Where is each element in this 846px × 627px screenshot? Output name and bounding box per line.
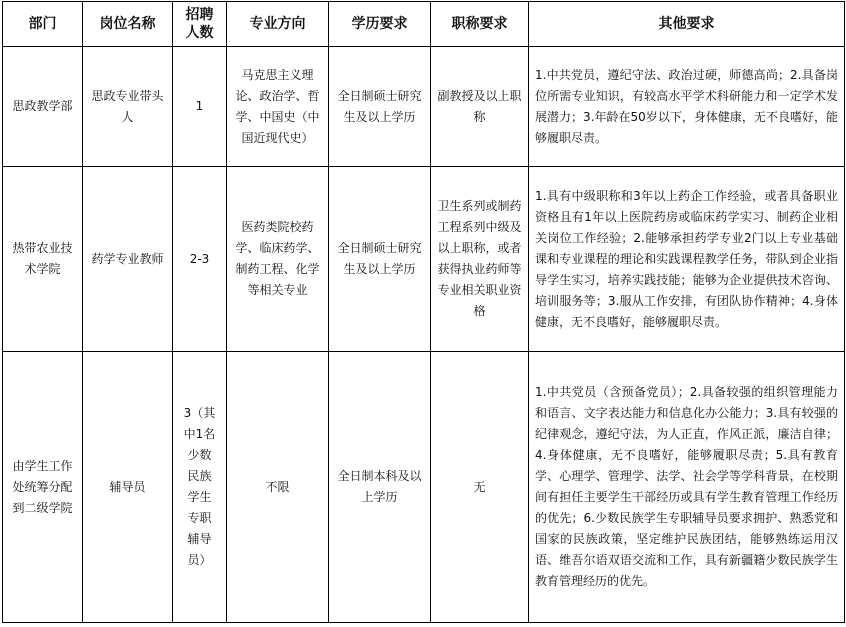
- cell-title: 无: [431, 352, 529, 623]
- cell-major: 不限: [227, 352, 329, 623]
- header-position: 岗位名称: [83, 2, 173, 47]
- cell-education: 全日制本科及以上学历: [329, 352, 431, 623]
- cell-position: 辅导员: [83, 352, 173, 623]
- cell-position: 药学专业教师: [83, 167, 173, 352]
- cell-education: 全日制硕士研究生及以上学历: [329, 47, 431, 167]
- cell-position: 思政专业带头人: [83, 47, 173, 167]
- table-row: [3, 47, 845, 167]
- cell-title: 副教授及以上职称: [431, 47, 529, 167]
- header-major: 专业方向: [227, 2, 329, 47]
- cell-count: 2-3: [173, 167, 227, 352]
- header-education: 学历要求: [329, 2, 431, 47]
- header-title: 职称要求: [431, 2, 529, 47]
- recruitment-table: [2, 1, 845, 623]
- cell-title: 卫生系列或制药工程系列中级及以上职称，或者获得执业药师等专业相关职业资格: [431, 167, 529, 352]
- header-row: [3, 2, 845, 47]
- table-row: [3, 167, 845, 352]
- table-row: [3, 352, 845, 623]
- cell-major: 医药类院校药学、临床药学、制药工程、化学等相关专业: [227, 167, 329, 352]
- header-count: 招聘人数: [173, 2, 227, 47]
- cell-dept: 由学生工作处统筹分配到二级学院: [3, 352, 83, 623]
- cell-count: 1: [173, 47, 227, 167]
- cell-education: 全日制硕士研究生及以上学历: [329, 167, 431, 352]
- cell-other: 1.具有中级职称和3年以上药企工作经验，或者具备职业资格且有1年以上医院药房或临床药学实习、制药企业相关岗位工作经验；2.能够承担药学专业2门以上专业基础课和专业课程的理论和实践课程教学任务，带队到企业指导学生实习，培养实践技能；能够为企业提供技术咨询、培训服务等；3.服从工作安排，有团队协作精神；4.身体健康，无不良嗜好，能够履职尽责。: [529, 167, 845, 352]
- cell-dept: 思政教学部: [3, 47, 83, 167]
- cell-dept: 热带农业技术学院: [3, 167, 83, 352]
- cell-count: 3（其中1名少数民族学生专职辅导员）: [173, 352, 227, 623]
- header-other: 其他要求: [529, 2, 845, 47]
- cell-major: 马克思主义理论、政治学、哲学、中国史（中国近现代史）: [227, 47, 329, 167]
- cell-other: 1.中共党员，遵纪守法、政治过硬，师德高尚；2.具备岗位所需专业知识，有较高水平学术科研能力和一定学术发展潜力；3.年龄在50岁以下，身体健康，无不良嗜好，能够履职尽责。: [529, 47, 845, 167]
- header-dept: 部门: [3, 2, 83, 47]
- cell-other: 1.中共党员（含预备党员）；2.具备较强的组织管理能力和语言、文字表达能力和信息化办公能力；3.具有较强的纪律观念，遵纪守法，为人正直，作风正派，廉洁自律；4.身体健康，无不良嗜好，能够履职尽责；5.具有教育学、心理学、管理学、法学、社会学等学科背景，在校期间有担任主要学生干部经历或具有学生教育管理工作经历的优先；6.少数民族学生专职辅导员要求拥护、熟悉党和国家的民族政策，坚定维护民族团结，能够熟练运用汉语、维吾尔语双语交流和工作，具有新疆籍少数民族学生教育管理经历的优先。: [529, 352, 845, 623]
